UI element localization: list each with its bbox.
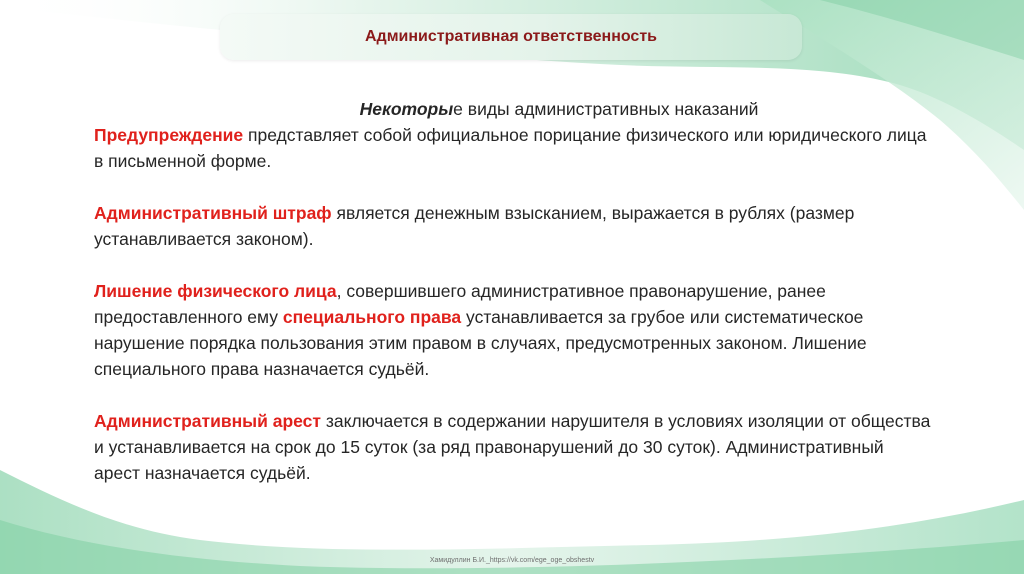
subtitle-rest: е виды административных наказаний	[453, 99, 759, 119]
paragraph-arrest	[94, 408, 934, 486]
footer-credit: Хамидуллин Б.И._https://vk.com/ege_oge_obshestv	[429, 557, 595, 564]
title-bar	[220, 14, 802, 60]
term-arrest: Административный арест	[94, 411, 321, 431]
term-deprivation: Лишение физического лица	[94, 281, 337, 301]
subtitle	[94, 96, 934, 122]
term-fine: Административный штраф	[94, 203, 332, 223]
text-deprivation-b: устанавливается за грубое или систематическое нарушение порядка пользования этим правом в случаях, предусмотренных законом. Лишение специального права назначается судьёй.	[94, 307, 867, 379]
paragraph-warning	[94, 122, 934, 174]
slide-content	[94, 96, 934, 512]
term-warning: Предупреждение	[94, 125, 244, 145]
term-special-right: специального права	[282, 307, 462, 327]
text-arrest: заключается в содержании нарушителя в условиях изоляции от общества и устанавливается на срок до 15 суток (за ряд правонарушений до 30 суток). Административный арест назначается судьёй.	[94, 411, 931, 483]
text-deprivation-a: , совершившего административное правонарушение, ранее предоставленного ему	[94, 281, 826, 327]
page-title: Административная ответственность	[364, 28, 657, 45]
subtitle-emphasis-2: ы	[438, 99, 454, 119]
subtitle-emphasis: Некотор	[359, 99, 439, 119]
paragraph-deprivation	[94, 278, 934, 382]
text-warning: представляет собой официальное порицание физического или юридического лица в письменной форме.	[94, 125, 927, 171]
paragraph-fine	[94, 200, 934, 252]
text-fine: является денежным взысканием, выражается в рублях (размер устанавливается законом).	[94, 203, 855, 249]
